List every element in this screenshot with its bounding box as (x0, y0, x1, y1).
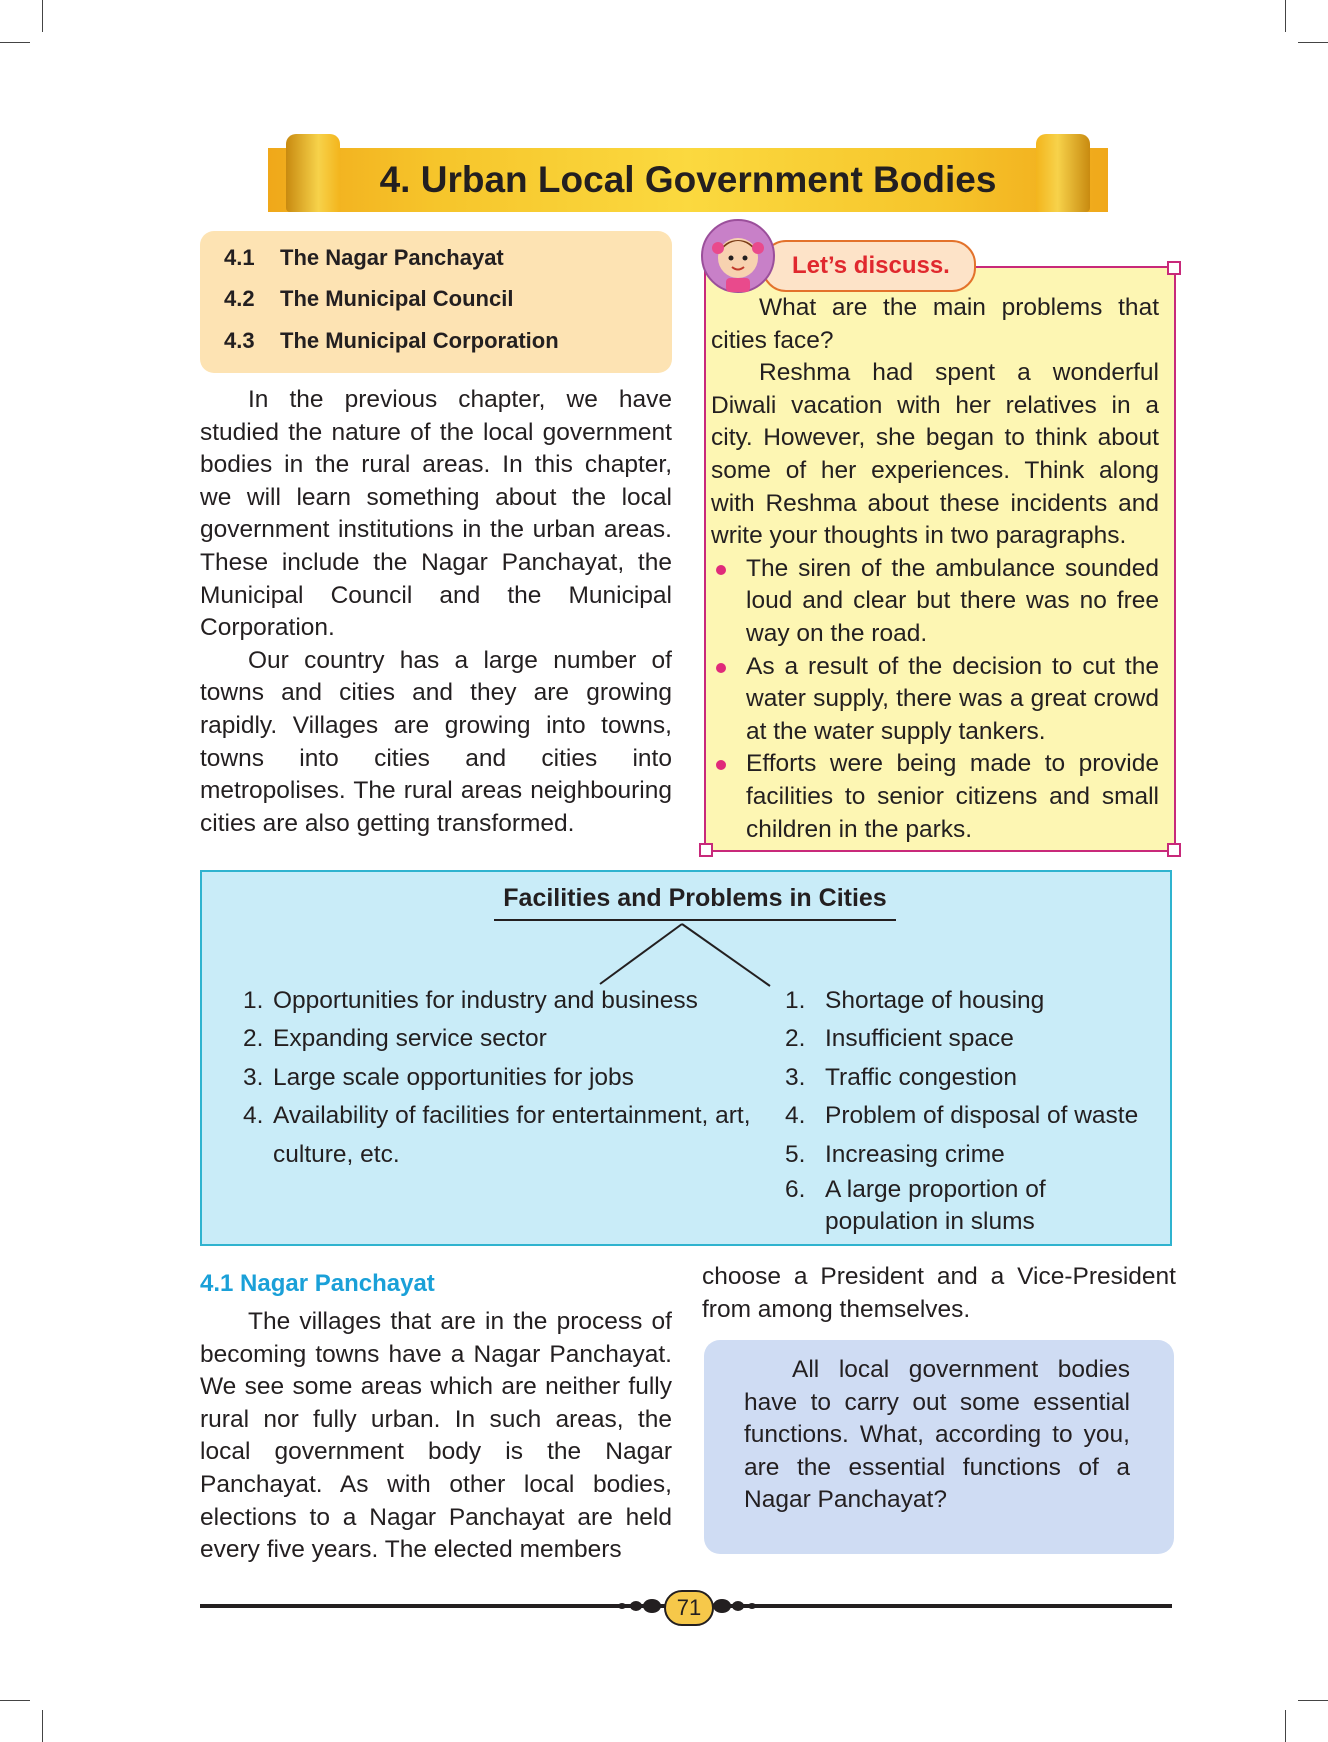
intro-paragraph: Our country has a large number of towns and cities and they are growing rapidly. Villages are growing into towns, towns into cities and cities into metropolises. The rural areas neighbouring cities are also getting transformed. (200, 646, 672, 837)
item-text: Opportunities for industry and business (273, 987, 698, 1014)
item-number: 1. (243, 987, 264, 1014)
page-number: 71 (664, 1590, 714, 1626)
facilities-title: Facilities and Problems in Cities (494, 884, 896, 921)
intro-text (200, 384, 672, 840)
intro-paragraph: In the previous chapter, we have studied the nature of the local government bodies in the rural areas. In this chapter, we will learn something about the local government institutions in the urban areas. These include the Nagar Panchayat, the Municipal Council and the Municipal Corporation. (200, 386, 672, 642)
item-number: 1. (785, 987, 806, 1014)
section-paragraph: choose a President and a Vice-President from among themselves. (702, 1263, 1176, 1323)
item-number: 4. (785, 1102, 806, 1130)
crop-mark (1285, 0, 1286, 32)
discuss-content (711, 292, 1159, 846)
list-item (785, 1059, 1165, 1097)
section-text (200, 1306, 672, 1567)
section-paragraph: The villages that are in the process of becoming towns have a Nagar Panchayat. We see some areas which are neither fully rural nor fully urban. In such areas, the local government body is the Nagar Panchayat. As with other local bodies, elections to a Nagar Panchayat are held every five years. The elected members (200, 1308, 672, 1564)
item-text: A large proportion of population in slums (825, 1176, 1046, 1236)
facilities-list (243, 982, 753, 1174)
think-box-text (744, 1354, 1130, 1517)
contents-label: The Municipal Council (280, 286, 514, 311)
contents-number: 4.1 (224, 245, 255, 270)
scroll-left-decoration (286, 134, 340, 212)
crop-mark (42, 1710, 43, 1742)
list-item (243, 1059, 753, 1097)
item-text: Large scale opportunities for jobs (273, 1063, 634, 1091)
crop-mark (0, 1700, 30, 1701)
contents-number: 4.3 (224, 328, 255, 353)
item-text: Traffic congestion (825, 1063, 1018, 1091)
item-text: Expanding service sector (273, 1025, 547, 1053)
list-item: As a result of the decision to cut the water supply, there was a great crowd at the water supply tankers. (711, 651, 1159, 749)
item-text: Increasing crime (825, 1140, 1005, 1168)
girl-avatar-icon (700, 218, 776, 294)
contents-item (224, 245, 504, 271)
discuss-question: What are the main problems that cities face? (711, 294, 1159, 354)
discuss-tag-label: Let’s discuss. (792, 252, 950, 279)
list-item (785, 1174, 1165, 1238)
contents-item (224, 328, 559, 354)
crop-mark (0, 42, 30, 43)
discuss-story: Reshma had spent a wonderful Diwali vacation with her relatives in a city. However, she began to think about some of her experiences. Think along with Reshma about these incidents and write your thoughts in two paragraphs. (711, 359, 1159, 550)
list-item (243, 982, 753, 1020)
item-number: 3. (785, 1063, 806, 1091)
corner-ornament (1167, 261, 1181, 275)
branch-lines (590, 922, 780, 988)
think-paragraph: All local government bodies have to carry out some essential functions. What, according to you, are the essential functions of a Nagar Panchayat? (744, 1356, 1130, 1514)
discuss-tag (762, 240, 976, 292)
list-item: The siren of the ambulance sounded loud and clear but there was no free way on the road. (711, 553, 1159, 651)
item-number: 3. (243, 1063, 264, 1091)
crop-mark (1298, 1700, 1328, 1701)
list-item (785, 1136, 1165, 1174)
item-number: 4. (243, 1102, 264, 1130)
item-number: 6. (785, 1176, 806, 1204)
list-item (785, 1097, 1165, 1135)
crop-mark (1298, 42, 1328, 43)
item-text: Insufficient space (825, 1025, 1014, 1053)
item-text: Shortage of housing (825, 987, 1045, 1014)
item-text: Availability of facilities for entertainment, art, culture, etc. (273, 1102, 751, 1168)
discuss-bullets (711, 553, 1159, 846)
crop-mark (42, 0, 43, 32)
contents-number: 4.2 (224, 286, 255, 311)
crop-mark (1285, 1710, 1286, 1742)
list-item (785, 1020, 1165, 1058)
contents-label: The Municipal Corporation (280, 328, 559, 353)
list-item: Efforts were being made to provide facilities to senior citizens and small children in the parks. (711, 748, 1159, 846)
contents-box (200, 231, 672, 373)
list-item (243, 1097, 753, 1174)
problems-list (785, 982, 1165, 1238)
item-number: 2. (243, 1025, 264, 1053)
item-text: Problem of disposal of waste (825, 1102, 1139, 1130)
section-text-continued (702, 1261, 1176, 1326)
chapter-title: 4. Urban Local Government Bodies (379, 159, 997, 200)
contents-label: The Nagar Panchayat (280, 245, 504, 270)
list-item (243, 1020, 753, 1058)
list-item (785, 982, 1165, 1020)
section-heading: 4.1 Nagar Panchayat (200, 1270, 435, 1297)
corner-ornament (1167, 843, 1181, 857)
scroll-right-decoration (1036, 134, 1090, 212)
item-number: 2. (785, 1025, 806, 1053)
item-number: 5. (785, 1140, 806, 1168)
contents-item (224, 286, 513, 312)
